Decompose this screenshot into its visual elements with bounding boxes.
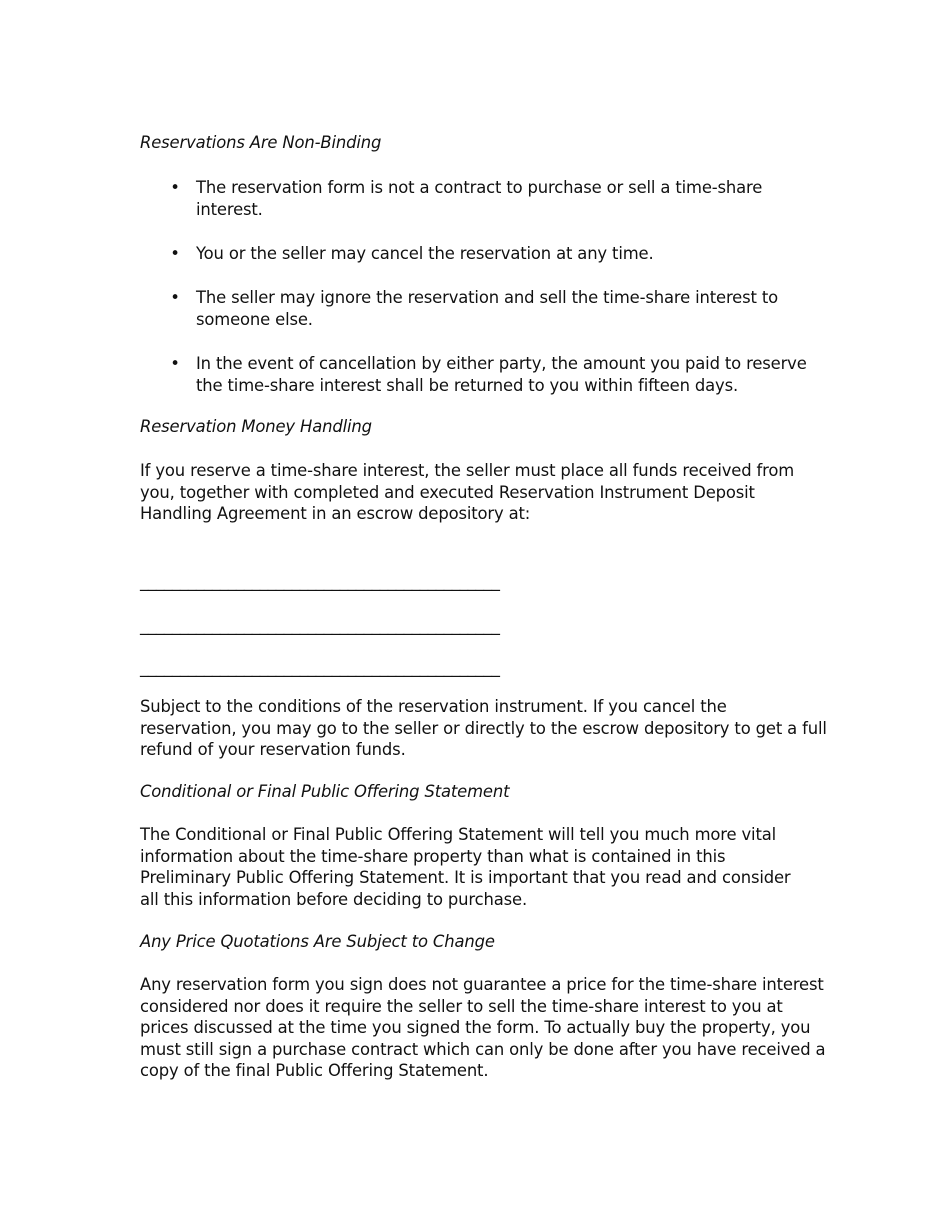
heading-non-binding: Reservations Are Non-Binding xyxy=(140,133,382,152)
paragraph-escrow: If you reserve a time-share interest, the seller must place all funds received from you, together with completed and executed Reservation Instrument Deposit Handling Agreement in an escrow depository at: xyxy=(140,461,795,523)
bullet-dot-icon: • xyxy=(170,178,180,197)
heading-money-handling: Reservation Money Handling xyxy=(140,417,372,436)
blank-line-3: _____________________________________________ xyxy=(140,658,500,677)
bullet-text: The seller may ignore the reservation and sell the time-share interest to someone else. xyxy=(196,288,778,329)
bullet-text: In the event of cancellation by either party, the amount you paid to reserve the time-share interest shall be returned to you within fifteen days. xyxy=(196,354,807,395)
paragraph-offering: The Conditional or Final Public Offering Statement will tell you much more vital information about the time-share property than what is contained in this Preliminary Public Offering Statement. It is important that you read and consider all this information before deciding to purchase. xyxy=(140,825,791,909)
heading-offering-statement: Conditional or Final Public Offering Statement xyxy=(140,782,510,801)
bullet-dot-icon: • xyxy=(170,244,180,263)
bullet-text: The reservation form is not a contract to purchase or sell a time-share interest. xyxy=(196,178,763,219)
paragraph-price: Any reservation form you sign does not guarantee a price for the time-share interest considered nor does it require the seller to sell the time-share interest to you at prices discussed at the time you signed the form. To actually buy the property, you must still sign a purchase contract which can only be done after you have received a copy of the final Public Offering Statement. xyxy=(140,975,826,1080)
bullet-text: You or the seller may cancel the reservation at any time. xyxy=(196,244,654,263)
bullet-dot-icon: • xyxy=(170,354,180,373)
paragraph-refund: Subject to the conditions of the reservation instrument. If you cancel the reservation, you may go to the seller or directly to the escrow depository to get a full refund of your reservation funds. xyxy=(140,697,827,759)
heading-price-quotations: Any Price Quotations Are Subject to Change xyxy=(140,932,495,951)
bullet-dot-icon: • xyxy=(170,288,180,307)
blank-line-1: _____________________________________________ xyxy=(140,572,500,591)
blank-line-2: _____________________________________________ xyxy=(140,616,500,635)
